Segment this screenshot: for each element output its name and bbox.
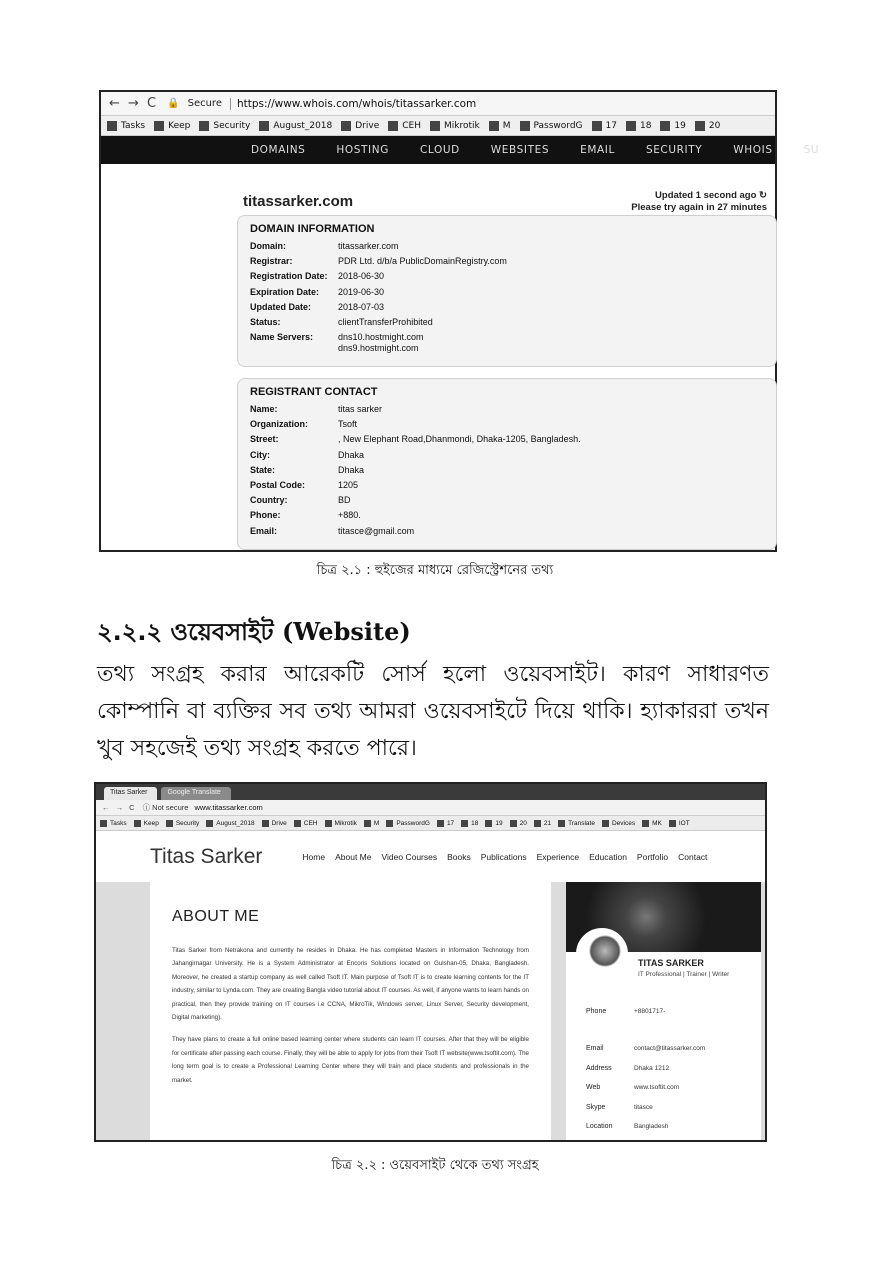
info-row [250, 300, 776, 315]
ns1: dns10.hostmight.com [338, 332, 424, 343]
body-paragraph: তথ্য সংগ্রহ করার আরেকটি সোর্স হলো ওয়েবসাইট। কারণ সাধারণত কোম্পানি বা ব্যক্তির সব তথ্য আমরা ওয়েবসাইটে দিয়ে থাকি। হ্যাকাররা তখন খুব সহজেই তথ্য সংগ্রহ করতে পারে। [97, 662, 769, 761]
bookmark-label: PasswordG [396, 819, 430, 827]
bookmark-label: 18 [471, 819, 479, 827]
field-value: titasce@gmail.com [338, 525, 415, 536]
name-servers-row [250, 330, 776, 354]
field-label: Country: [250, 495, 288, 506]
ns2: dns9.hostmight.com [338, 343, 419, 354]
bookmark-item[interactable] [602, 820, 635, 827]
field-label: State: [250, 464, 276, 475]
field-value: 1205 [338, 480, 359, 491]
field-label: Street: [250, 434, 279, 445]
bookmark-icon [388, 121, 398, 131]
domain-information-panel [237, 215, 777, 367]
bookmark-icon [259, 121, 269, 131]
bookmark-item[interactable] [626, 121, 651, 131]
bookmark-icon [626, 121, 636, 131]
heading-english: (Website) [281, 617, 411, 646]
menu-item[interactable]: Publications [480, 851, 527, 862]
whois-top-nav [101, 136, 820, 164]
bookmark-item[interactable] [100, 820, 127, 827]
bookmark-item[interactable] [660, 121, 685, 131]
bookmark-icon [364, 820, 371, 827]
bookmark-item[interactable] [592, 121, 617, 131]
menu-item[interactable]: Contact [678, 851, 708, 862]
field-label: Location [586, 1123, 613, 1130]
bookmark-item[interactable] [107, 121, 145, 131]
bookmark-icon [107, 121, 117, 131]
whois-screenshot [99, 90, 820, 552]
bookmark-label: Keep [143, 819, 159, 827]
about-section [150, 882, 551, 1140]
field-value: titassarker.com [338, 241, 399, 251]
bookmark-icon [430, 121, 440, 131]
bookmark-icon [100, 820, 107, 827]
updated-line: Updated 1 second ago ↻ [655, 190, 767, 201]
field-value: +880. [338, 510, 361, 521]
site-body [96, 882, 765, 1140]
bookmark-label: Keep [168, 120, 191, 131]
website-screenshot [94, 782, 767, 1142]
field-label: Name Servers: [250, 332, 314, 343]
lock-icon: 🔒 [167, 98, 180, 109]
url-field[interactable]: https://www.whois.com/whois/titassarker.com [230, 98, 476, 110]
bookmark-item[interactable] [437, 820, 454, 827]
bookmark-label: August_2018 [273, 120, 333, 131]
profile-info-row [586, 1123, 668, 1130]
bookmark-label: Security [175, 819, 200, 827]
bookmark-item[interactable] [430, 121, 480, 131]
profile-name: TITAS SARKER [638, 958, 704, 968]
info-row [250, 285, 776, 300]
bookmark-label: IOT [678, 819, 690, 827]
field-value: Tsoft [338, 419, 358, 430]
bookmark-icon [669, 820, 676, 827]
panel-heading: DOMAIN INFORMATION [250, 223, 375, 235]
bookmark-item[interactable] [134, 820, 159, 827]
retry-line: Please try again in 27 minutes [631, 202, 767, 213]
bookmark-icon [294, 820, 301, 827]
secure-label: Secure [187, 98, 222, 109]
field-value: titas sarker [338, 404, 383, 414]
site-menu [302, 852, 717, 862]
field-value: contact@titassarker.com [634, 1045, 706, 1052]
field-value: Dhaka [338, 464, 365, 475]
profile-card [566, 882, 761, 1140]
bookmark-label: PasswordG [533, 120, 583, 131]
bookmark-label: 20 [519, 819, 527, 827]
bookmark-item[interactable] [695, 121, 720, 131]
browser-tab-bar [96, 784, 765, 800]
bookmark-item[interactable] [669, 820, 690, 827]
field-value: +8801717- [634, 1008, 666, 1015]
browser-nav-icons[interactable]: ← → C [102, 803, 137, 812]
field-value: Bangladesh [634, 1123, 669, 1130]
bookmark-label: Drive [271, 819, 287, 827]
menu-item[interactable]: Video Courses [381, 851, 438, 862]
field-label: Status: [250, 317, 281, 328]
bookmark-item[interactable] [534, 820, 551, 827]
bookmark-icon [154, 121, 164, 131]
bookmark-label: 17 [446, 819, 455, 827]
field-label: City: [250, 449, 270, 460]
bookmark-item[interactable] [341, 121, 379, 131]
site-brand[interactable]: Titas Sarker [150, 844, 263, 868]
figure-caption-1: চিত্র ২.১ : হুইজের মাধ্যমে রেজিস্ট্রেশনের তথ্য [316, 563, 554, 578]
bookmark-label: Devices [611, 819, 636, 827]
profile-info-row [586, 1065, 669, 1072]
info-row [250, 448, 776, 463]
field-value: 2018-07-03 [338, 301, 385, 312]
about-paragraph-1: Titas Sarker from Netrakona and currently he resides in Dhaka. He has completed Masters in Information Technology from Jahangirnagar University. He is a System Administrator at Encoris Solutions located on Gulshan-05, Dhaka, Bangladesh. Moreover, he created a startup company as well called Tsoft IT. Main purpose of Tsoft IT is to create learning contents for the IT industry, similar to Lynda.com. They are creating Bangla video tutorial about IT courses. As well, if anyone wants to learn hands on practical, then they provide training on IT courses i.e CCNA, MikroTik, Windows server, Linux Server, Security development, Digital marketing). [172, 947, 529, 1022]
bookmark-item[interactable] [489, 121, 511, 131]
field-value [338, 330, 424, 354]
profile-info-row [586, 1084, 679, 1091]
figure-caption-2: চিত্র ২.২ : ওয়েবসাইট থেকে তথ্য সংগ্রহ [331, 1158, 539, 1173]
domain-title: titassarker.com [243, 193, 354, 210]
profile-info-row [586, 1008, 665, 1015]
bookmark-icon [166, 820, 173, 827]
avatar [576, 928, 628, 980]
section-heading [97, 614, 411, 654]
info-row [250, 269, 776, 284]
bookmarks-bar [101, 116, 775, 136]
bookmark-icon [134, 820, 141, 827]
menu-item[interactable]: Experience [536, 851, 580, 862]
bookmark-item[interactable] [259, 121, 332, 131]
nav-item[interactable]: WEBSITES [490, 144, 550, 156]
bookmark-icon [341, 121, 351, 131]
bookmark-label: 21 [543, 819, 552, 827]
bookmark-icon [437, 820, 444, 827]
menu-item[interactable]: Portfolio [636, 851, 669, 862]
info-row [250, 493, 776, 508]
bookmark-label: 20 [708, 120, 721, 131]
info-row [250, 432, 776, 447]
bookmark-item[interactable] [206, 820, 254, 827]
bookmark-label: M [373, 819, 380, 827]
info-row [250, 254, 776, 269]
bookmark-icon [386, 820, 393, 827]
menu-item[interactable]: Home [302, 851, 326, 862]
profile-info-row [586, 1045, 705, 1052]
about-heading: ABOUT ME [172, 908, 260, 925]
field-value: PDR Ltd. d/b/a PublicDomainRegistry.com [338, 256, 507, 267]
nav-item[interactable]: SECURITY [645, 144, 703, 156]
update-status [631, 190, 767, 214]
bookmark-item[interactable] [461, 820, 478, 827]
bookmark-label: Drive [355, 120, 380, 131]
bookmark-icon [558, 820, 565, 827]
bookmark-label: Mikrotik [444, 120, 480, 131]
field-label: Postal Code: [250, 480, 306, 491]
info-row [250, 508, 776, 523]
field-value: www.tsoftit.com [634, 1084, 680, 1091]
nav-item[interactable]: DOMAINS [251, 144, 306, 156]
field-label: Phone: [250, 510, 281, 521]
bookmark-icon [262, 820, 269, 827]
bookmark-item[interactable] [294, 820, 318, 827]
bookmark-label: M [502, 120, 511, 131]
bookmark-item[interactable] [325, 820, 357, 827]
bookmark-item[interactable] [388, 121, 421, 131]
bookmark-item[interactable] [485, 820, 502, 827]
bookmarks-bar [96, 816, 765, 831]
nav-item[interactable]: WHOIS [733, 144, 773, 156]
field-label: Address [586, 1065, 612, 1072]
browser-address-bar [101, 92, 775, 116]
bookmark-item[interactable] [166, 820, 199, 827]
bookmark-label: MK [652, 819, 662, 827]
bookmark-label: CEH [402, 120, 421, 131]
browser-address-bar [96, 800, 765, 816]
bookmark-icon [534, 820, 541, 827]
nav-item[interactable]: EMAIL [580, 144, 615, 156]
bookmark-label: Mikrotik [334, 819, 357, 827]
field-value: BD [338, 495, 351, 506]
registrant-contact-panel [237, 378, 777, 550]
bookmark-icon [602, 820, 609, 827]
field-label: Skype [586, 1104, 606, 1111]
bookmark-item[interactable] [520, 121, 583, 131]
bookmark-label: Translate [568, 819, 595, 827]
bookmark-icon [325, 820, 332, 827]
bookmark-icon [520, 121, 530, 131]
field-value: Dhaka [338, 449, 365, 460]
panel-heading: REGISTRANT CONTACT [250, 386, 378, 398]
info-row [250, 463, 776, 478]
tab-google-translate[interactable]: Google Translate [161, 787, 230, 800]
heading-bangla: ২.২.২ ওয়েবসাইট [97, 618, 274, 646]
bookmark-icon [592, 121, 602, 131]
field-label: Email [586, 1045, 604, 1052]
bookmark-item[interactable] [364, 820, 379, 827]
field-value: , New Elephant Road,Dhanmondi, Dhaka-1205, Bangladesh. [338, 434, 581, 445]
nav-item[interactable]: HOSTING [336, 144, 389, 156]
field-value: Dhaka 1212 [634, 1065, 670, 1072]
bookmark-item[interactable] [558, 820, 595, 827]
info-row [250, 315, 776, 330]
browser-nav-icons[interactable]: ← → C [109, 96, 159, 111]
field-label: Updated Date: [250, 301, 312, 312]
bookmark-label: 19 [674, 120, 686, 131]
bookmark-item[interactable] [510, 820, 527, 827]
field-label: Phone [586, 1008, 607, 1015]
menu-item[interactable]: About Me [335, 851, 372, 862]
field-label: Email: [250, 525, 278, 536]
field-label: Organization: [250, 419, 308, 430]
menu-item[interactable]: Education [589, 851, 627, 862]
field-value: 2018-06-30 [338, 271, 385, 282]
field-label: Expiration Date: [250, 286, 320, 297]
profile-role: IT Professional | Trainer | Writer [638, 971, 730, 978]
nav-item[interactable]: SU [803, 144, 820, 156]
field-label: Registration Date: [250, 271, 328, 282]
bookmark-label: 19 [495, 819, 503, 827]
bookmark-icon [489, 121, 499, 131]
bookmark-item[interactable] [642, 820, 662, 827]
bookmark-item[interactable] [154, 121, 190, 131]
bookmark-item[interactable] [199, 121, 250, 131]
url-field[interactable]: www.titassarker.com [194, 803, 263, 812]
field-value: titasce [634, 1104, 653, 1111]
not-secure-label: ⓘ Not secure [142, 803, 189, 812]
bookmark-item[interactable] [386, 820, 430, 827]
info-row [250, 478, 776, 493]
site-header [96, 831, 765, 883]
profile-info-row [586, 1104, 653, 1111]
bookmark-label: 18 [639, 120, 652, 131]
field-label: Registrar: [250, 256, 293, 267]
info-row [250, 524, 776, 539]
nav-item[interactable]: CLOUD [419, 144, 460, 156]
bookmark-icon [206, 820, 213, 827]
menu-item[interactable]: Books [447, 851, 471, 862]
field-label: Web [586, 1084, 601, 1091]
info-row [250, 417, 776, 432]
field-value: clientTransferProhibited [338, 317, 433, 328]
field-value: 2019-06-30 [338, 286, 385, 297]
bookmark-label: August_2018 [216, 819, 255, 827]
bookmark-label: CEH [303, 819, 318, 827]
bookmark-icon [510, 820, 517, 827]
bookmark-icon [660, 121, 670, 131]
bookmark-label: Tasks [110, 819, 127, 827]
bookmark-label: Security [213, 120, 251, 131]
field-label: Name: [250, 404, 278, 414]
info-row [250, 239, 776, 254]
tab-titas-sarker[interactable]: Titas Sarker [104, 787, 157, 800]
bookmark-icon [199, 121, 209, 131]
about-paragraph-2: They have plans to create a full online based learning center where students can learn IT courses. After that they will be eligible for certificate after passing each course. Finally, they will be able to apply for jobs from their Tsoft IT website(www.tsoftit.com). The long term goal is to create a Professional Learning Center where they will train and place students and professionals in the market. [172, 1036, 529, 1084]
bookmark-icon [695, 121, 705, 131]
bookmark-item[interactable] [262, 820, 287, 827]
bookmark-label: 17 [605, 120, 617, 131]
bookmark-icon [461, 820, 468, 827]
bookmark-icon [642, 820, 649, 827]
field-label: Domain: [250, 241, 286, 251]
info-row [250, 402, 776, 417]
bookmark-label: Tasks [121, 120, 146, 131]
bookmark-icon [485, 820, 492, 827]
